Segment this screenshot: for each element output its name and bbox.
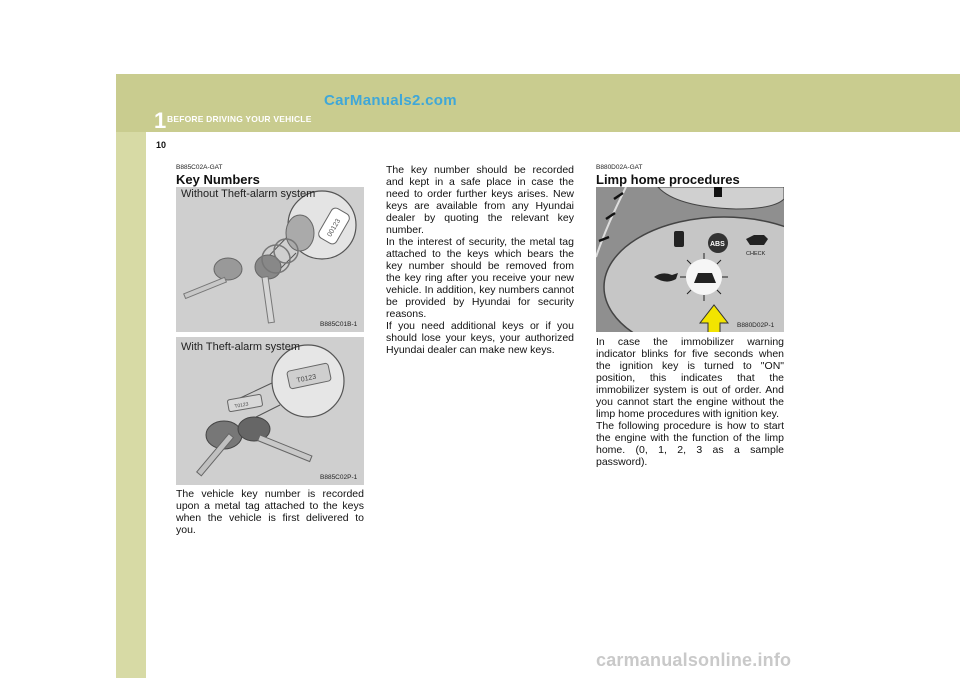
section-code-key-numbers: B885C02A-GAT xyxy=(176,164,223,171)
keys-with-alarm-illustration xyxy=(176,337,364,485)
chapter-title: BEFORE DRIVING YOUR VEHICLE xyxy=(167,114,312,124)
figure-keys-without-alarm xyxy=(176,187,364,332)
page-number: 10 xyxy=(156,140,167,150)
heading-key-numbers: Key Numbers xyxy=(176,172,260,187)
footer-watermark: carmanualsonline.info xyxy=(596,650,792,670)
paragraph-immobilizer-warning: In case the immobilizer warning indicator blinks for five seconds when the ignition key is turned to "ON" position, this indicates that the immobilizer system is out of order. And you cannot start the engine without the limp home procedures with ignition key. xyxy=(596,336,784,420)
keys-without-alarm-illustration xyxy=(176,187,364,332)
figure-code-b885c02p: B885C02P-1 xyxy=(320,474,358,481)
section-code-limp-home: B880D02A-GAT xyxy=(596,164,643,171)
chapter-number: 1 xyxy=(154,108,167,133)
body-key-number-intro: The vehicle key number is recorded upon a metal tag attached to the keys when the vehicle is first delivered to you. xyxy=(176,488,364,536)
side-band xyxy=(116,132,146,678)
immobilizer-warning-icon xyxy=(680,253,728,301)
right-column-text xyxy=(596,336,784,468)
middle-column-text xyxy=(386,164,574,356)
figure-instrument-cluster xyxy=(596,187,784,332)
fuel-pump-icon xyxy=(714,187,722,197)
fuel-icon xyxy=(674,231,684,247)
figure-keys-with-alarm xyxy=(176,337,364,485)
paragraph-record-key-number: The key number should be recorded and kept in a safe place in case the need to order further keys arises. New keys are available from any Hyundai dealer by quoting the relevant key number. xyxy=(386,164,574,236)
top-watermark-link[interactable]: CarManuals2.com xyxy=(324,92,457,109)
figure-caption-with-alarm: With Theft-alarm system xyxy=(181,341,300,353)
heading-limp-home: Limp home procedures xyxy=(596,172,740,187)
zoom-tag-number: 00123 xyxy=(326,217,343,239)
immobilizer-indicator-illustration xyxy=(596,187,784,332)
paragraph-security-tag: In the interest of security, the metal tag attached to the keys which bears the key number should be removed from the key ring after you receive your new vehicle. In addition, key numbers cannot be provided by Hyundai for security reasons. xyxy=(386,236,574,320)
paragraph-limp-home-procedure: The following procedure is how to start the engine with the function of the limp home. (0, 1, 2, 3 as a sample password). xyxy=(596,420,784,468)
paragraph-additional-keys: If you need additional keys or if you should lose your keys, your authorized Hyundai dealer can make new keys. xyxy=(386,320,574,356)
key-tag-number-alarm: T0123 xyxy=(233,401,250,410)
figure-code-b880d02p: B880D02P-1 xyxy=(737,322,775,329)
figure-code-b885c01b: B885C01B-1 xyxy=(320,321,358,328)
figure-caption-without-alarm: Without Theft-alarm system xyxy=(181,188,316,200)
check-label: CHECK xyxy=(746,251,766,257)
zoom-tag-number-alarm: T0123 xyxy=(296,373,317,385)
abs-label: ABS xyxy=(710,241,725,248)
